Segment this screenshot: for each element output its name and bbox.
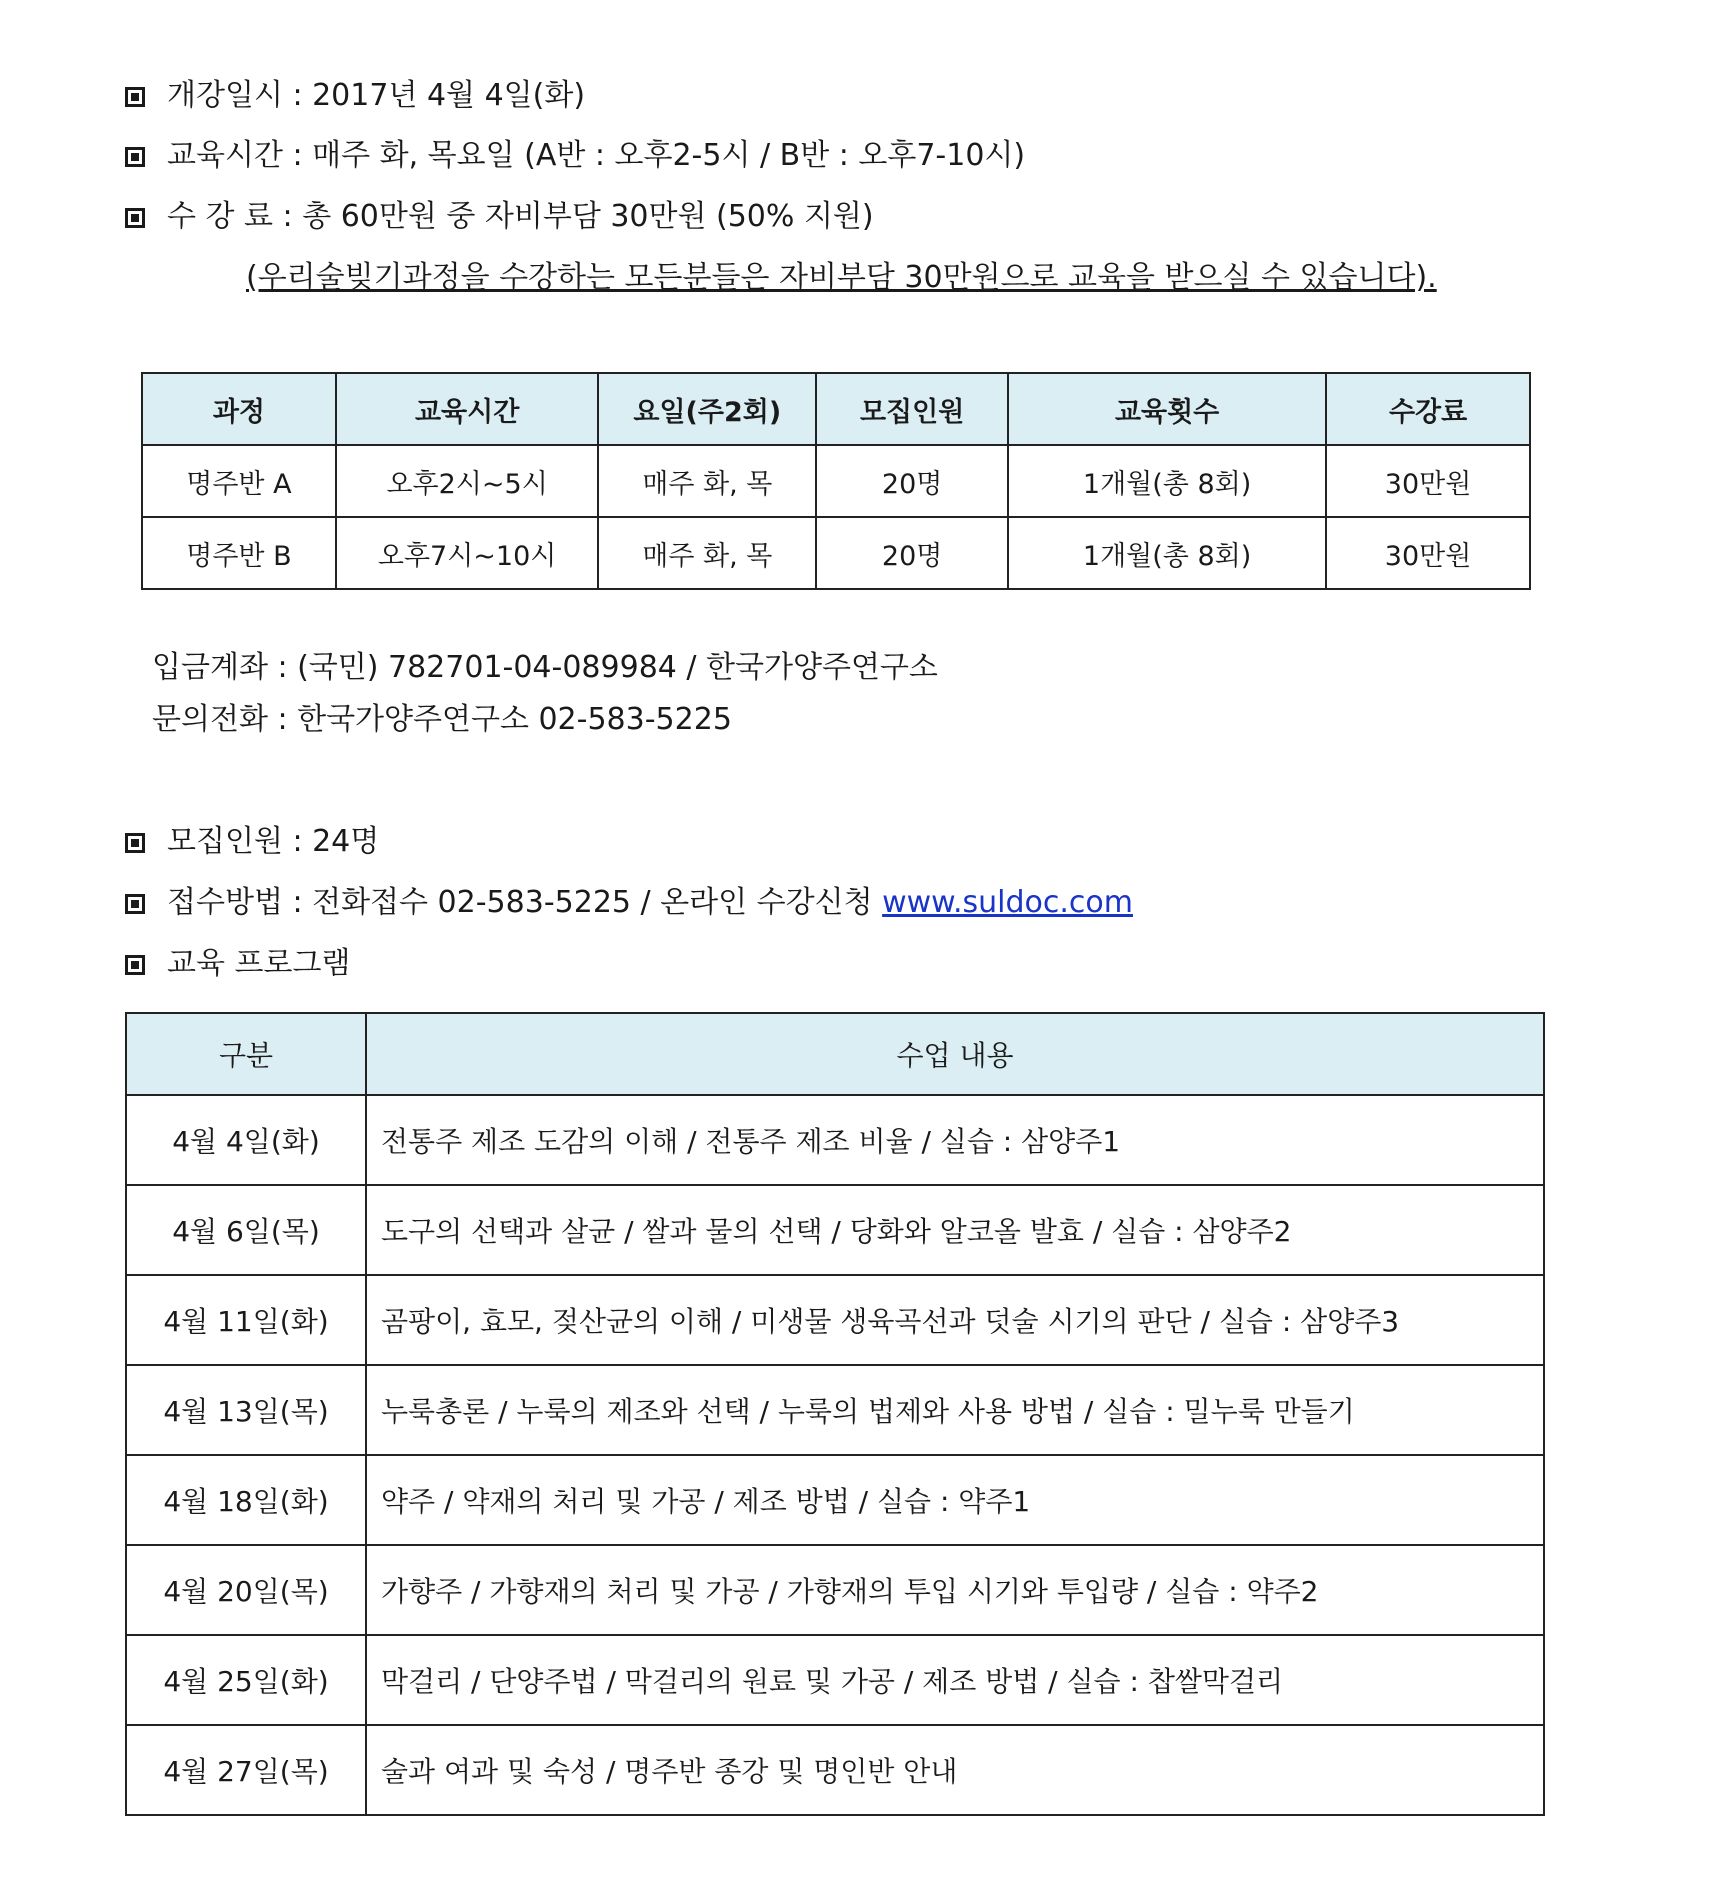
recruit-count: 모집인원 : 24명 (125, 822, 379, 862)
table-cell: 명주반 A (142, 445, 336, 517)
content-cell: 술과 여과 및 숙성 / 명주반 종강 및 명인반 안내 (366, 1725, 1544, 1815)
table-row (126, 1455, 1544, 1545)
table-cell: 20명 (816, 517, 1008, 589)
info-fee: 수 강 료 : 총 60만원 중 자비부담 30만원 (50% 지원) (125, 197, 874, 237)
header-cell: 교육시간 (336, 373, 599, 445)
content-cell: 곰팡이, 효모, 젖산균의 이해 / 미생물 생육곡선과 덧술 시기의 판단 / 실습 : 삼양주3 (366, 1275, 1544, 1365)
recruit-method: 접수방법 : 전화접수 02-583-5225 / 온라인 수강신청 www.suldoc.com (125, 883, 1133, 923)
square-bullet-icon (125, 87, 145, 107)
table-row (126, 1095, 1544, 1185)
table-cell: 매주 화, 목 (598, 445, 816, 517)
square-bullet-icon (125, 955, 145, 975)
table-cell: 1개월(총 8회) (1008, 517, 1326, 589)
square-bullet-icon (125, 208, 145, 228)
date-cell: 4월 25일(화) (126, 1635, 366, 1725)
header-cell: 교육횟수 (1008, 373, 1326, 445)
content-cell: 막걸리 / 단양주법 / 막걸리의 원료 및 가공 / 제조 방법 / 실습 : 찹쌀막걸리 (366, 1635, 1544, 1725)
content-cell: 가향주 / 가향재의 처리 및 가공 / 가향재의 투입 시기와 투입량 / 실습 : 약주2 (366, 1545, 1544, 1635)
fee-note: (우리술빚기과정을 수강하는 모든분들은 자비부담 30만원으로 교육을 받으실 수 있습니다). (246, 260, 1437, 295)
table-cell: 오후7시~10시 (336, 517, 599, 589)
content-cell: 전통주 제조 도감의 이해 / 전통주 제조 비율 / 실습 : 삼양주1 (366, 1095, 1544, 1185)
date-cell: 4월 20일(목) (126, 1545, 366, 1635)
table-row (126, 1635, 1544, 1725)
date-cell: 4월 27일(목) (126, 1725, 366, 1815)
content-cell: 누룩총론 / 누룩의 제조와 선택 / 누룩의 법제와 사용 방법 / 실습 : 밀누룩 만들기 (366, 1365, 1544, 1455)
header-cell: 모집인원 (816, 373, 1008, 445)
program-title: 교육 프로그램 (125, 944, 350, 984)
table-cell: 20명 (816, 445, 1008, 517)
course-table (141, 372, 1531, 590)
table-cell: 매주 화, 목 (598, 517, 816, 589)
info-opening: 개강일시 : 2017년 4월 4일(화) (125, 76, 585, 116)
date-cell: 4월 6일(목) (126, 1185, 366, 1275)
program-table-header (126, 1013, 1544, 1095)
table-cell: 명주반 B (142, 517, 336, 589)
website-link[interactable]: www.suldoc.com (882, 885, 1133, 920)
table-row (142, 517, 1530, 589)
table-cell: 30만원 (1326, 445, 1530, 517)
date-cell: 4월 13일(목) (126, 1365, 366, 1455)
table-row (126, 1545, 1544, 1635)
header-cell: 수강료 (1326, 373, 1530, 445)
header-cell: 수업 내용 (366, 1013, 1544, 1095)
content-cell: 약주 / 약재의 처리 및 가공 / 제조 방법 / 실습 : 약주1 (366, 1455, 1544, 1545)
phone-info: 문의전화 : 한국가양주연구소 02-583-5225 (152, 702, 732, 737)
account-info: 입금계좌 : (국민) 782701-04-089984 / 한국가양주연구소 (152, 650, 938, 685)
square-bullet-icon (125, 894, 145, 914)
header-cell: 구분 (126, 1013, 366, 1095)
table-cell: 30만원 (1326, 517, 1530, 589)
date-cell: 4월 18일(화) (126, 1455, 366, 1545)
table-row (126, 1275, 1544, 1365)
course-table-header (142, 373, 1530, 445)
table-row (126, 1365, 1544, 1455)
header-cell: 요일(주2회) (598, 373, 816, 445)
square-bullet-icon (125, 833, 145, 853)
header-cell: 과정 (142, 373, 336, 445)
square-bullet-icon (125, 147, 145, 167)
content-cell: 도구의 선택과 살균 / 쌀과 물의 선택 / 당화와 알코올 발효 / 실습 : 삼양주2 (366, 1185, 1544, 1275)
table-row (126, 1185, 1544, 1275)
table-cell: 오후2시~5시 (336, 445, 599, 517)
table-cell: 1개월(총 8회) (1008, 445, 1326, 517)
date-cell: 4월 11일(화) (126, 1275, 366, 1365)
date-cell: 4월 4일(화) (126, 1095, 366, 1185)
table-row (126, 1725, 1544, 1815)
program-table (125, 1012, 1545, 1816)
table-row (142, 445, 1530, 517)
info-schedule: 교육시간 : 매주 화, 목요일 (A반 : 오후2-5시 / B반 : 오후7-10시) (125, 136, 1025, 176)
